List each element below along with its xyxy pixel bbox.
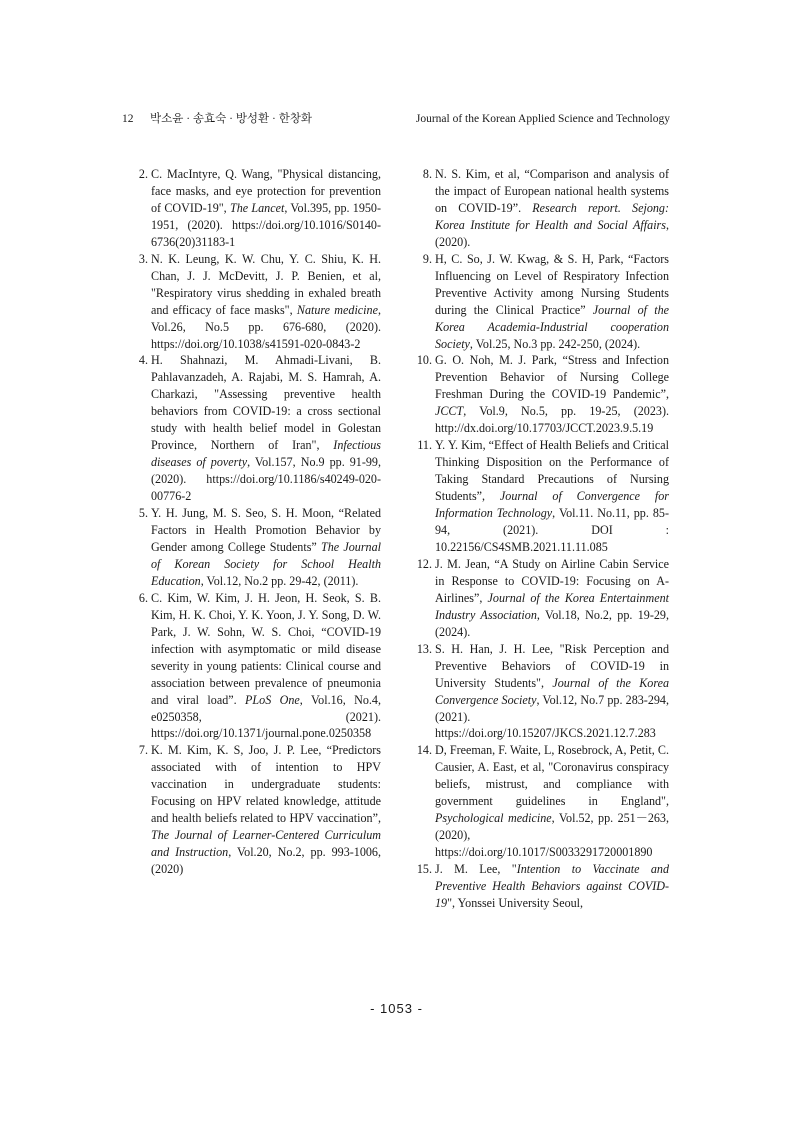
reference-item	[414, 437, 669, 556]
reference-text: K. M. Kim, K. S, Joo, J. P. Lee, “Predictors associated with of intention to HPV vaccination in undergraduate students: Focusing on HPV related knowledge, attitude and health beliefs related to HPV vaccination”, The Journal of Learner-Centered Curriculum and Instruction, Vol.20, No.2, pp. 993-1006, (2020)	[151, 743, 381, 877]
reference-source: Journal of the Korea Convergence Society	[435, 675, 669, 707]
reference-number: 2.	[138, 167, 148, 181]
reference-item	[130, 166, 381, 251]
reference-source: The Journal of Korean Society for School Health Education	[151, 539, 381, 588]
reference-item	[130, 505, 381, 590]
reference-source: The Journal of Learner-Centered Curriculum and Instruction	[151, 828, 381, 860]
reference-item	[414, 861, 669, 912]
header-page-number: 12	[122, 113, 134, 125]
reference-number: 8.	[422, 167, 432, 181]
reference-item	[414, 641, 669, 743]
reference-number: 5.	[138, 506, 148, 521]
reference-number: 3.	[138, 251, 148, 266]
header-authors: 박소윤 · 송효숙 · 방성환 · 한창화	[150, 113, 313, 125]
reference-text: S. H. Han, J. H. Lee, "Risk Perception and Preventive Behaviors of COVID-19 in University Students", Journal of the Korea Convergence Society, Vol.12, No.7 pp. 283-294, (2021). https://doi.org/10.15207/JKCS.2021.12.7.283	[435, 641, 669, 741]
reference-text: G. O. Noh, M. J. Park, “Stress and Infection Prevention Behavior of Nursing College Freshman During the COVID-19 Pandemic”, JCCT, Vol.9, No.5, pp. 19-25, (2023). http://dx.doi.org/10.17703/JCCT.2023.9.5.19	[435, 353, 669, 436]
reference-source: Psychological medicine	[435, 811, 552, 826]
reference-item	[414, 352, 669, 437]
reference-item	[414, 556, 669, 641]
reference-number: 13.	[416, 641, 432, 656]
reference-number: 10.	[416, 353, 432, 368]
references-left-column	[130, 166, 381, 878]
reference-item	[414, 742, 669, 861]
reference-item	[130, 251, 381, 353]
page-footer-number: - 1053 -	[370, 1001, 423, 1016]
references-right-column	[414, 166, 669, 912]
reference-text: N. K. Leung, K. W. Chu, Y. C. Shiu, K. H. Chan, J. J. McDevitt, J. P. Benien, et al, "Respiratory virus shedding in exhaled breath and efficacy of face masks", Nature medicine, Vol.26, No.5 pp. 676-680, (2020). https://doi.org/10.1038/s41591-020-0843-2	[151, 251, 381, 351]
reference-text: J. M. Jean, “A Study on Airline Cabin Service in Response to COVID-19: Focusing on A-Airlines”, Journal of the Korea Entertainment Industry Association, Vol.18, No.2, pp. 19-29, (2024).	[435, 556, 669, 639]
reference-item	[414, 166, 669, 251]
reference-text: H, C. So, J. W. Kwag, & S. H, Park, “Factors Influencing on Level of Respiratory Infection Preventive Activity among Nursing Students during the Clinical Practice” Journal of the Korea Academia-Industrial cooperation Society, Vol.25, No.3 pp. 242-250, (2024).	[435, 251, 669, 351]
reference-text: H. Shahnazi, M. Ahmadi-Livani, B. Pahlavanzadeh, A. Rajabi, M. S. Hamrah, A. Charkazi, "Assessing preventive health behaviors from COVID-19: a cross sectional study with health belief model in Golestan Province, Northern of Iran", Infectious diseases of poverty, Vol.157, No.9 pp. 91-99, (2020). https://doi.org/10.1186/s40249-020-00776-2	[151, 353, 381, 504]
reference-text: C. MacIntyre, Q. Wang, "Physical distancing, face masks, and eye protection for prevention of COVID-19", The Lancet, Vol.395, pp. 1950-1951, (2020). https://doi.org/10.1016/S0140-6736(20)31183-1	[151, 167, 381, 249]
reference-source: Journal of Convergence for Information Technology	[435, 489, 670, 521]
reference-number: 4.	[138, 353, 148, 368]
reference-source: Research report. Sejong: Korea Institute for Health and Social Affairs	[435, 200, 669, 232]
reference-text: C. Kim, W. Kim, J. H. Jeon, H. Seok, S. B. Kim, H. K. Choi, Y. K. Yoon, J. Y. Song, D. W. Park, J. W. Sohn, W. S. Choi, “COVID-19 infection with asymptomatic or mild disease severity in young patients: Clinical course and association between prevalence of pneumonia and viral load”. PLoS One, Vol.16, No.4, e0250358, (2021). https://doi.org/10.1371/journal.pone.0250358	[151, 590, 381, 741]
reference-source: PLoS One	[245, 692, 300, 707]
reference-source: JCCT	[435, 404, 464, 419]
reference-source: Intention to Vaccinate and Preventive Health Behaviors against COVID-19	[435, 862, 669, 910]
reference-item	[130, 352, 381, 505]
reference-number: 15.	[416, 862, 432, 877]
header-journal-title: Journal of the Korean Applied Science and Technology	[415, 113, 670, 125]
reference-number: 11.	[417, 438, 432, 453]
reference-source: Journal of the Korea Entertainment Industry Association	[435, 590, 669, 622]
reference-number: 6.	[138, 590, 148, 605]
reference-number: 12.	[416, 556, 432, 571]
reference-text: Y. Y. Kim, “Effect of Health Beliefs and Critical Thinking Disposition on the Performance of Taking Standard Precautions of Nursing Students”, Journal of Convergence for Information Technology, Vol.11. No.11, pp. 85-94, (2021). DOI : 10.22156/CS4SMB.2021.11.11.085	[435, 438, 670, 554]
reference-text: Y. H. Jung, M. S. Seo, S. H. Moon, “Related Factors in Health Promotion Behavior by Gender among College Students” The Journal of Korean Society for School Health Education, Vol.12, No.2 pp. 29-42, (2011).	[151, 506, 381, 588]
reference-text: J. M. Lee, "Intention to Vaccinate and Preventive Health Behaviors against COVID-19", Yonssei University Seoul,	[435, 862, 669, 910]
reference-item	[130, 590, 381, 743]
reference-source: The Lancet	[229, 200, 285, 215]
reference-source: Journal of the Korea Academia-Industrial cooperation Society	[435, 302, 669, 351]
reference-source: Infectious diseases of poverty	[151, 438, 381, 470]
reference-text: D, Freeman, F. Waite, L, Rosebrock, A, Petit, C. Causier, A. East, et al, "Coronavirus conspiracy beliefs, mistrust, and compliance with government guidelines in England", Psychological medicine, Vol.52, pp. 251－263, (2020), https://doi.org/10.1017/S0033291720001890	[435, 743, 669, 860]
reference-item	[414, 251, 669, 353]
reference-item	[130, 742, 381, 878]
reference-text: N. S. Kim, et al, “Comparison and analysis of the impact of European national health systems on COVID-19”. Research report. Sejong: Korea Institute for Health and Social Affairs, (2020).	[435, 167, 669, 249]
reference-number: 9.	[422, 251, 432, 266]
reference-source: Nature medicine	[296, 302, 378, 317]
reference-number: 14.	[416, 743, 432, 758]
reference-number: 7.	[138, 743, 148, 758]
